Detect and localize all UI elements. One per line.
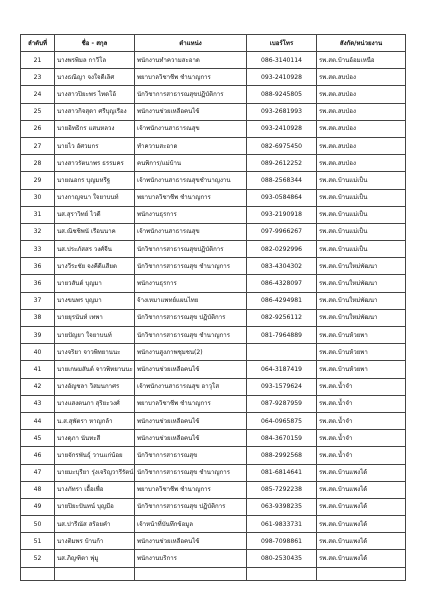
table-row [21, 550, 406, 567]
row-name: นางสาวกิจสุดา ศรีบุญเรือง [55, 103, 135, 120]
table-row [21, 516, 406, 533]
row-phone: 093-2681993 [247, 103, 317, 120]
row-no: 26 [21, 120, 55, 137]
row-position: นักวิชาการสาธารณสุข ชำนาญการ [135, 464, 247, 481]
row-unit: รพ.สต.บ้านอ้อมเหนือ [317, 52, 406, 69]
row-name: นางสาวรัตนาพร ธรรมคร [55, 155, 135, 172]
header-name: ชื่อ - สกุล [55, 35, 135, 52]
row-no: 39 [21, 327, 55, 344]
row-no: 48 [21, 481, 55, 498]
row-no: 36 [21, 275, 55, 292]
row-position: นักวิชาการสาธารณสุข ชำนาญการ [135, 258, 247, 275]
row-no: 52 [21, 550, 55, 567]
row-position: นักวิชาการสาธารณสุข ปฏิบัติการ [135, 309, 247, 326]
staff-table [20, 34, 406, 581]
empty-cell [317, 567, 406, 580]
row-phone: 087-9287959 [247, 395, 317, 412]
table-row [21, 69, 406, 86]
row-position: คนพิการ/แม่บ้าน [135, 155, 247, 172]
row-position: พนักงานช่วยเหลือคนไข้ [135, 533, 247, 550]
table-row [21, 206, 406, 223]
row-position: พนักงานช่วยเหลือคนไข้ [135, 412, 247, 429]
row-phone: 086-4294981 [247, 292, 317, 309]
row-no: 40 [21, 344, 55, 361]
empty-cell [247, 567, 317, 580]
table-row [21, 241, 406, 258]
row-position: พนักงานทำความสะอาด [135, 52, 247, 69]
row-name: นางอัญชลา วิสมนกาศร [55, 378, 135, 395]
row-phone: 081-6814641 [247, 464, 317, 481]
row-name: นส.สุราวิทย์ ไวดี [55, 206, 135, 223]
table-row [21, 86, 406, 103]
table-row [21, 361, 406, 378]
empty-cell [55, 567, 135, 580]
row-position: พยาบาลวิชาชีพ ชำนาญการ [135, 69, 247, 86]
row-phone: 081-7964889 [247, 327, 317, 344]
row-name: นางขนพร บุญมา [55, 292, 135, 309]
row-name: นส.ภิญฑิตา พุ่มู [55, 550, 135, 567]
table-row [21, 464, 406, 481]
row-phone: 082-6975450 [247, 137, 317, 154]
row-unit: รพ.สต.สบป่อง [317, 120, 406, 137]
row-no: 36 [21, 258, 55, 275]
row-name: นางดุภา นันทะสี [55, 430, 135, 447]
row-name: นางติมพร บ้านก้า [55, 533, 135, 550]
row-position: เจ้าพนักงานสาธารณสุข อาวุโส [135, 378, 247, 395]
row-name: นายยุรนันท์ เทพา [55, 309, 135, 326]
row-name: นายมะบุรียา รุ่งเจริญวารีรัตน์ [55, 464, 135, 481]
empty-cell [21, 567, 55, 580]
row-no: 31 [21, 206, 55, 223]
empty-row [21, 567, 406, 580]
row-no: 28 [21, 155, 55, 172]
row-phone: 093-2410928 [247, 69, 317, 86]
row-position: นักวิชาการสาธารณสุข [135, 447, 247, 464]
row-name: นายปิยะปันทน์ บุญมีอ [55, 498, 135, 515]
row-unit: รพ.สต.บ้านแม่เป็น [317, 206, 406, 223]
row-unit: รพ.สต.บ้านแม่เป็น [317, 189, 406, 206]
row-no: 30 [21, 189, 55, 206]
row-unit: รพ.สต.บ้านใหม่พัฒนา [317, 309, 406, 326]
row-position: เจ้าพนักงานสาธารณสุขชำนาญงาน [135, 172, 247, 189]
row-unit: รพ.สต.บ้านแพงได้ [317, 533, 406, 550]
row-phone: 080-2530435 [247, 550, 317, 567]
row-position: พนักงานธุรการ [135, 275, 247, 292]
table-row [21, 189, 406, 206]
row-unit: รพ.สต.บ้านห้วยพา [317, 344, 406, 361]
row-position: เจ้าพนักงานสาธารณสุข [135, 223, 247, 240]
row-name: นายวสันต์ บุญมา [55, 275, 135, 292]
table-row [21, 498, 406, 515]
row-phone: 097-9966267 [247, 223, 317, 240]
row-no: 49 [21, 498, 55, 515]
row-position: พยาบาลวิชาชีพ ชำนาญการ [135, 189, 247, 206]
header-phone: เบอร์โทร [247, 35, 317, 52]
table-row [21, 533, 406, 550]
row-unit: รพ.สต.บ้านแพงได้ [317, 464, 406, 481]
row-phone: 082-0292996 [247, 241, 317, 258]
row-position: พยาบาลวิชาชีพ ชำนาญการ [135, 395, 247, 412]
row-phone: 093-2410928 [247, 120, 317, 137]
table-row [21, 172, 406, 189]
row-name: นส.ปารีณัส สร้อยคำ [55, 516, 135, 533]
row-no: 45 [21, 430, 55, 447]
row-no: 50 [21, 516, 55, 533]
row-unit: รพ.สต.บ้านแพงได้ [317, 550, 406, 567]
table-row [21, 344, 406, 361]
row-unit: รพ.สต.บ้านใหม่พัฒนา [317, 275, 406, 292]
row-unit: รพ.สต.บ้านแม่เป็น [317, 241, 406, 258]
staff-directory-sheet [20, 34, 405, 581]
row-unit: รพ.สต.น้ำจำ [317, 395, 406, 412]
row-phone: 086-3140114 [247, 52, 317, 69]
row-phone: 093-0584864 [247, 189, 317, 206]
row-phone: 093-1579624 [247, 378, 317, 395]
row-unit: รพ.สต.สบป่อง [317, 137, 406, 154]
row-no: 27 [21, 137, 55, 154]
row-name: นางวีระชัย จงคีดีแสียด [55, 258, 135, 275]
row-name: นางกาญจนา ใจยาบนท์ [55, 189, 135, 206]
table-row [21, 137, 406, 154]
table-row [21, 223, 406, 240]
table-row [21, 275, 406, 292]
table-row [21, 309, 406, 326]
table-body [21, 52, 406, 581]
row-position: นักวิชาการสาธารณสุขปฏิบัติการ [135, 241, 247, 258]
table-header-row [21, 35, 406, 52]
row-name: นางแสงตนภา สุริยะวงศ์ [55, 395, 135, 412]
row-unit: รพ.สต.บ้านแพงได้ [317, 516, 406, 533]
table-row [21, 481, 406, 498]
row-unit: รพ.สต.น้ำจำ [317, 447, 406, 464]
row-no: 29 [21, 172, 55, 189]
row-position: พยาบาลวิชาชีพ ชำนาญการ [135, 481, 247, 498]
row-unit: รพ.สต.สบป่อง [317, 86, 406, 103]
row-name: นางธณิญา จงใจดีเลิศ [55, 69, 135, 86]
row-unit: รพ.สต.สบป่อง [317, 69, 406, 86]
row-unit: รพ.สต.น้ำจำ [317, 412, 406, 429]
row-position: พนักงานช่วยเหลือคนไข้ [135, 103, 247, 120]
row-phone: 063-9398235 [247, 498, 317, 515]
row-unit: รพ.สต.สบป่อง [317, 155, 406, 172]
row-position: พนักงานช่วยเหลือคนไข้ [135, 361, 247, 378]
row-name: นายปัญยา ใจยาบนท์ [55, 327, 135, 344]
row-position: พนักงานบริการ [135, 550, 247, 567]
row-position: เจ้าหน้าที่บันทึกข้อมูล [135, 516, 247, 533]
empty-cell [135, 567, 247, 580]
row-unit: รพ.สต.น้ำจำ [317, 378, 406, 395]
row-no: 42 [21, 378, 55, 395]
header-position: ตำแหน่ง [135, 35, 247, 52]
row-phone: 083-4304302 [247, 258, 317, 275]
row-name: นางภัทรา เอื้อเพื่อ [55, 481, 135, 498]
header-no: ลำดับที่ [21, 35, 55, 52]
row-name: นายเกษมสันต์ จาวพิทยานนะ [55, 361, 135, 378]
row-no: 41 [21, 361, 55, 378]
row-phone: 061-9833731 [247, 516, 317, 533]
row-phone: 088-2568344 [247, 172, 317, 189]
row-name: น.ส.สุพัตรา หาญกล้า [55, 412, 135, 429]
row-unit: รพ.สต.น้ำจำ [317, 430, 406, 447]
row-name: นายณอกร บุญมหรีฐ [55, 172, 135, 189]
row-no: 47 [21, 464, 55, 481]
row-name: นางสาวปิยะพร ไทดโอ้ [55, 86, 135, 103]
row-name: นายจักรพันธุ์ วานแก่น้อย [55, 447, 135, 464]
row-unit: รพ.สต.บ้านห้วยพา [317, 361, 406, 378]
header-unit: สังกัด/หน่วยงาน [317, 35, 406, 52]
table-row [21, 292, 406, 309]
row-name: นางจริยา จาวพิทยานนะ [55, 344, 135, 361]
row-unit: รพ.สต.บ้านแม่เป็น [317, 223, 406, 240]
row-no: 38 [21, 309, 55, 326]
row-unit: รพ.สต.บ้านแพงได้ [317, 498, 406, 515]
row-no: 23 [21, 69, 55, 86]
table-row [21, 103, 406, 120]
row-phone: 084-3670159 [247, 430, 317, 447]
row-unit: รพ.สต.บ้านห้วยพา [317, 327, 406, 344]
row-no: 24 [21, 86, 55, 103]
row-phone [247, 344, 317, 361]
table-row [21, 412, 406, 429]
row-name: นายอิทธิกร แสนหลวง [55, 120, 135, 137]
row-phone: 086-4328097 [247, 275, 317, 292]
row-no: 44 [21, 412, 55, 429]
row-no: 25 [21, 103, 55, 120]
row-no: 51 [21, 533, 55, 550]
row-phone: 093-2190918 [247, 206, 317, 223]
row-phone: 098-7098861 [247, 533, 317, 550]
table-row [21, 378, 406, 395]
row-position: เจ้าพนักงานสาธารณสุข [135, 120, 247, 137]
row-phone: 089-2612252 [247, 155, 317, 172]
row-no: 43 [21, 395, 55, 412]
table-row [21, 52, 406, 69]
table-row [21, 395, 406, 412]
row-no: 21 [21, 52, 55, 69]
row-phone: 085-7292238 [247, 481, 317, 498]
table-row [21, 155, 406, 172]
row-phone: 064-3187419 [247, 361, 317, 378]
row-position: พนักงานช่วยเหลือคนไข้ [135, 430, 247, 447]
row-no: 37 [21, 292, 55, 309]
row-unit: รพ.สต.สบป่อง [317, 103, 406, 120]
table-row [21, 327, 406, 344]
row-position: พนักงานธุรการ [135, 206, 247, 223]
row-unit: รพ.สต.บ้านแม่เป็น [317, 172, 406, 189]
row-position: พนักงานสูงภาพชุมชน(2) [135, 344, 247, 361]
row-name: นางพรพิมล กาวีโล [55, 52, 135, 69]
row-position: นักวิชาการสาธารณสุข ชำนาญการ [135, 327, 247, 344]
row-name: นายไว อัศวมกร [55, 137, 135, 154]
row-name: นส.ประภัสสร วงศ์จีน [55, 241, 135, 258]
table-row [21, 258, 406, 275]
row-position: จ้างเหมาแพทย์แผนไทย [135, 292, 247, 309]
row-unit: รพ.สต.บ้านใหม่พัฒนา [317, 258, 406, 275]
row-no: 46 [21, 447, 55, 464]
row-phone: 082-9256112 [247, 309, 317, 326]
row-unit: รพ.สต.บ้านแพงได้ [317, 481, 406, 498]
row-phone: 088-2992568 [247, 447, 317, 464]
row-unit: รพ.สต.บ้านใหม่พัฒนา [317, 292, 406, 309]
row-no: 32 [21, 223, 55, 240]
row-phone: 064-0965875 [247, 412, 317, 429]
table-row [21, 430, 406, 447]
row-position: นักวิชาการสาธารณสุขปฏิบัติการ [135, 86, 247, 103]
table-row [21, 120, 406, 137]
row-position: นักวิชาการสาธารณสุข ปฏิบัติการ [135, 498, 247, 515]
row-position: ทำความสะอาด [135, 137, 247, 154]
row-phone: 088-9245805 [247, 86, 317, 103]
row-name: นส.ณิชชิพนั เรือนนาค [55, 223, 135, 240]
row-no: 33 [21, 241, 55, 258]
table-row [21, 447, 406, 464]
